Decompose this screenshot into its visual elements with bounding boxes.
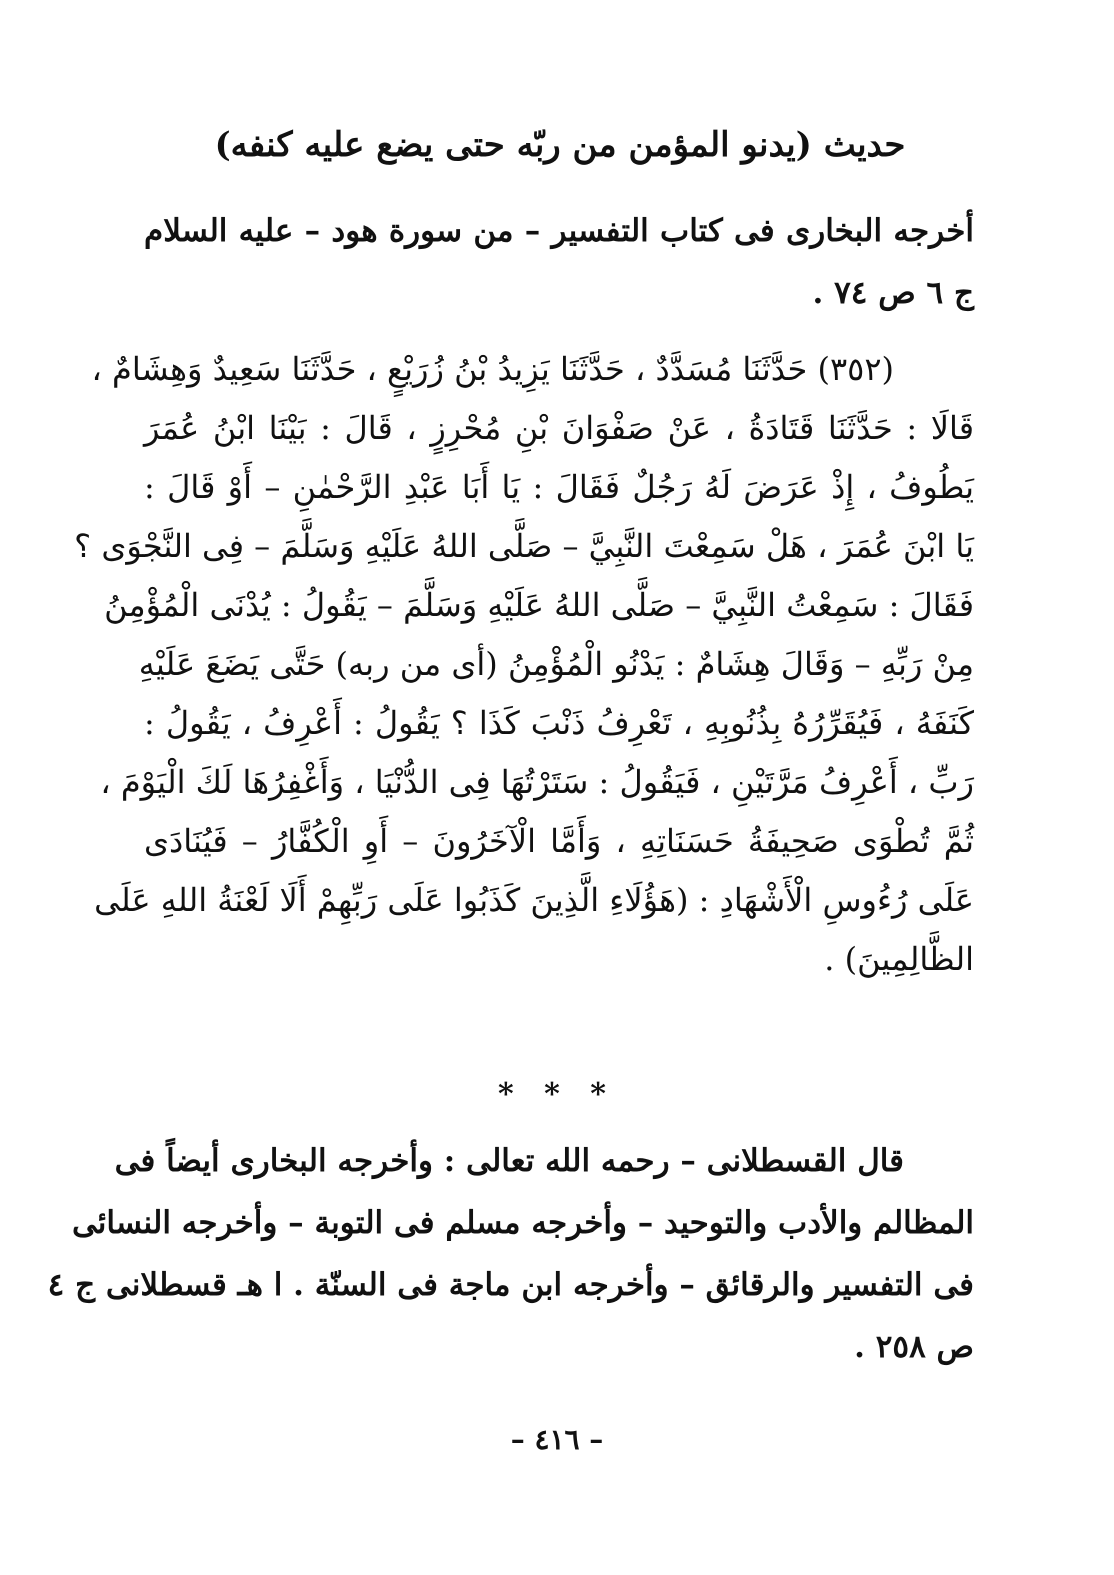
commentary-text xyxy=(47,1130,974,1378)
commentary-line: فى التفسير والرقائق – وأخرجه ابن ماجة فى السنّة . ا هـ قسطلانى ج ٤ xyxy=(47,1267,974,1303)
commentary-line: المظالم والأدب والتوحيد – وأخرجه مسلم فى التوبة – وأخرجه النسائى xyxy=(71,1205,974,1241)
hadith-line: قَالَا : حَدَّثَنَا قَتَادَةُ ، عَنْ صَفْوَانَ بْنِ مُحْرِزٍ ، قَالَ : بَيْنَا ابْنُ عُمَرَ xyxy=(144,409,975,447)
hadith-line: (٣٥٢) حَدَّثَنَا مُسَدَّدٌ ، حَدَّثَنَا يَزِيدُ بْنُ زُرَيْعٍ ، حَدَّثَنَا سَعِيدٌ وَهِشَامٌ ، xyxy=(91,350,894,388)
hadith-line: ثُمَّ تُطْوَى صَحِيفَةُ حَسَنَاتِهِ ، وَأَمَّا الْآخَرُونَ – أَوِ الْكُفَّارُ – فَيُنَادَى xyxy=(144,822,975,860)
page-number: – ٤١٦ – xyxy=(510,1423,604,1456)
source-reference: أخرجه البخارى فى كتاب التفسير – من سورة هود – عليه السلام ج ٦ ص ٧٤ . xyxy=(144,213,974,311)
hadith-line: الظَّالِمِينَ) . xyxy=(824,940,974,978)
commentary-line: ص ٢٥٨ . xyxy=(854,1329,974,1365)
hadith-line: عَلَى رُءُوسِ الْأَشْهَادِ : (هَؤُلَاءِ الَّذِينَ كَذَبُوا عَلَى رَبِّهِمْ أَلَا لَعْنَةُ اللهِ عَلَى xyxy=(94,881,974,919)
hadith-line: يَطُوفُ ، إِذْ عَرَضَ لَهُ رَجُلٌ فَقَالَ : يَا أَبَا عَبْدِ الرَّحْمٰنِ – أَوْ قَالَ : xyxy=(144,468,974,506)
section-separator: * * * xyxy=(498,1077,616,1112)
hadith-title: حديث (يدنو المؤمن من ربّه حتى يضع عليه كنفه) xyxy=(214,125,906,165)
hadith-line: كَنَفَهُ ، فَيُقَرِّرُهُ بِذُنُوبِهِ ، تَعْرِفُ ذَنْبَ كَذَا ؟ يَقُولُ : أَعْرِفُ ، يَقُولُ : xyxy=(144,704,974,742)
hadith-text xyxy=(74,340,975,989)
hadith-line: رَبِّ ، أَعْرِفُ مَرَّتَيْنِ ، فَيَقُولُ : سَتَرْتُهَا فِى الدُّنْيَا ، وَأَغْفِرُهَا لَكَ الْيَوْمَ ، xyxy=(100,763,974,801)
hadith-line: فَقَالَ : سَمِعْتُ النَّبِيَّ – صَلَّى اللهُ عَلَيْهِ وَسَلَّمَ – يَقُولُ : يُدْنَى الْمُؤْمِنُ xyxy=(104,586,974,624)
hadith-line: مِنْ رَبِّهِ – وَقَالَ هِشَامٌ : يَدْنُو الْمُؤْمِنُ (أى من ربه) حَتَّى يَضَعَ عَلَيْهِ xyxy=(138,645,974,683)
commentary-line: قال القسطلانى – رحمه الله تعالى : وأخرجه البخارى أيضاً فى xyxy=(114,1143,904,1179)
hadith-line: يَا ابْنَ عُمَرَ ، هَلْ سَمِعْتَ النَّبِيَّ – صَلَّى اللهُ عَلَيْهِ وَسَلَّمَ – فِى النَّجْوَى ؟ xyxy=(74,527,974,565)
